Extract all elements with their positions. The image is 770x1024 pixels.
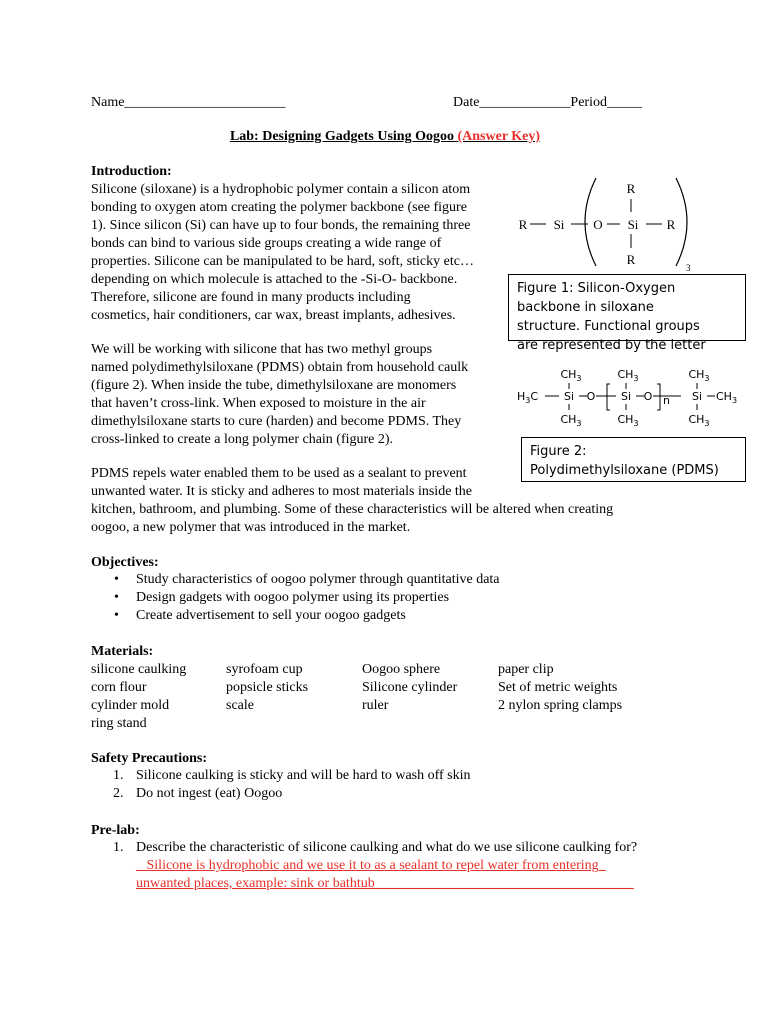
item-text: Silicone caulking is sticky and will be hard to wash off skin	[136, 768, 471, 783]
list-item: • Create advertisement to sell your oogoo gadgets	[91, 607, 691, 625]
list-item: Oogoo sphere	[362, 662, 441, 677]
item-text: Do not ingest (eat) Oogoo	[136, 786, 283, 801]
objectives-heading: Objectives:	[91, 555, 159, 570]
list-item: ruler	[362, 698, 389, 713]
text-line: kitchen, bathroom, and plumbing. Some of these characteristics will be altered when creating	[91, 502, 614, 517]
ch3-label: $CH_3$	[560, 368, 582, 383]
text-line: bonds can bind to various side groups creating a wide range of	[91, 236, 442, 251]
intro-paragraph-3	[91, 465, 613, 537]
figure-1-caption	[508, 274, 746, 353]
si-label: Si	[620, 390, 632, 403]
title-main: Lab: Designing Gadgets Using Oogoo	[229, 129, 454, 144]
materials-heading: Materials:	[91, 644, 154, 659]
list-item: corn flour	[91, 680, 147, 695]
repeat-bracket-right	[657, 384, 660, 410]
text-line: oogoo, a new polymer that was introduced in the market.	[91, 520, 411, 535]
pdms-structure-figure	[515, 360, 755, 432]
text-line: properties. Silicone can be manipulated to be hard, soft, sticky etc…	[91, 254, 474, 269]
page-title	[0, 128, 770, 146]
safety-heading: Safety Precautions:	[91, 751, 207, 766]
caption-line: structure. Functional groups	[517, 319, 700, 334]
caption-line: Figure 2:	[530, 444, 587, 459]
prelab-answer-line-2: unwanted places, example: sink or bathtub_____________________________________	[136, 876, 634, 891]
list-item	[91, 767, 691, 785]
text-line: cosmetics, hair conditioners, car wax, breast implants, adhesives.	[91, 308, 456, 323]
ch3-label: $CH_3$	[617, 413, 639, 428]
text-line: depending on which molecule is attached to the -Si-O- backbone.	[91, 272, 458, 287]
list-item: • Study characteristics of oogoo polymer through quantitative data	[91, 571, 691, 589]
name-field: Name_______________________	[91, 95, 286, 110]
text-line: 1). Since silicon (Si) can have up to four bonds, the remaining three	[91, 218, 471, 233]
list-item: Set of metric weights	[498, 680, 618, 695]
intro-paragraph-1	[91, 181, 474, 325]
list-item: popsicle sticks	[226, 680, 309, 695]
ch3-label: $CH_3$	[688, 413, 710, 428]
text-line: PDMS repels water enabled them to be used as a sealant to prevent	[91, 466, 467, 481]
item-number: 2.	[113, 786, 124, 801]
r-bottom-label: R	[626, 252, 636, 267]
si-label: Si	[691, 390, 703, 403]
caption-line: Polydimethylsiloxane (PDMS)	[530, 463, 719, 478]
list-item: paper clip	[498, 662, 554, 677]
text-line: cross-linked to create a long polymer chain (figure 2).	[91, 432, 394, 447]
prelab-question-number: 1.	[113, 840, 124, 855]
oxygen-label: O	[593, 217, 603, 232]
si-left-label: Si	[553, 217, 565, 232]
materials-column-2	[226, 661, 308, 715]
prelab-question: Describe the characteristic of silicone caulking and what do we use silicone caulking for?	[136, 840, 638, 855]
list-item: • Design gadgets with oogoo polymer using its properties	[91, 589, 691, 607]
text-line: that haven’t cross-link. When exposed to moisture in the air	[91, 396, 426, 411]
text-line: dimethylsiloxane starts to cure (harden) and become PDMS. They	[91, 414, 462, 429]
h3c-label: $H_3C$	[517, 390, 539, 405]
ch3-label: $CH_3$	[560, 413, 582, 428]
intro-heading: Introduction:	[91, 164, 172, 179]
list-item: 2 nylon spring clamps	[498, 698, 623, 713]
text-line: (figure 2). When inside the tube, dimethylsiloxane are monomers	[91, 378, 457, 393]
r-top-label: R	[626, 181, 636, 196]
text-line: We will be working with silicone that has two methyl groups	[91, 342, 433, 357]
materials-column-1	[91, 661, 186, 733]
repeat-bracket-left	[607, 384, 610, 410]
list-item	[91, 785, 691, 803]
text-line: Therefore, silicone are found in many products including	[91, 290, 411, 305]
text-line: bonding to oxygen atom creating the polymer backbone (see figure	[91, 200, 467, 215]
objectives-list	[91, 571, 691, 625]
intro-paragraph-2	[91, 341, 468, 449]
si-label: Si	[563, 390, 575, 403]
list-item: ring stand	[91, 716, 147, 731]
right-bracket	[676, 178, 687, 266]
prelab-answer-line-1: _ Silicone is hydrophobic and we use it to as a sealant to repel water from entering_	[136, 858, 606, 873]
list-item: cylinder mold	[91, 698, 170, 713]
caption-line: backbone in siloxane	[517, 300, 654, 315]
n-subscript: n	[663, 394, 670, 407]
siloxane-structure-figure	[510, 172, 700, 272]
list-item: syrofoam cup	[226, 662, 303, 677]
list-item: scale	[226, 698, 254, 713]
ch3-label: $CH_3$	[688, 368, 710, 383]
text-line: unwanted water. It is sticky and adheres to most materials inside the	[91, 484, 473, 499]
safety-list	[91, 767, 691, 803]
list-item: silicone caulking	[91, 662, 187, 677]
ch3-end-label: $CH_3$	[716, 390, 738, 405]
materials-column-4	[498, 661, 622, 715]
date-period-field: Date_____________Period_____	[453, 95, 642, 110]
text-line: named polydimethylsiloxane (PDMS) obtain from household caulk	[91, 360, 469, 375]
answer-key-label: (Answer Key)	[457, 129, 541, 144]
repeat-subscript: 3	[686, 263, 691, 273]
text-line: Silicone (siloxane) is a hydrophobic polymer contain a silicon atom	[91, 182, 471, 197]
si-center-label: Si	[627, 217, 639, 232]
o-label: O	[643, 390, 653, 403]
ch3-label: $CH_3$	[617, 368, 639, 383]
r-right-label: R	[666, 217, 676, 232]
list-item: Silicone cylinder	[362, 680, 458, 695]
o-label: O	[586, 390, 596, 403]
caption-line: Figure 1: Silicon-Oxygen	[517, 281, 676, 296]
r-left-label: R	[518, 217, 528, 232]
prelab-heading: Pre-lab:	[91, 823, 140, 838]
caption-line: are represented by the letter	[517, 338, 706, 353]
materials-column-3	[362, 661, 457, 715]
item-number: 1.	[113, 768, 124, 783]
